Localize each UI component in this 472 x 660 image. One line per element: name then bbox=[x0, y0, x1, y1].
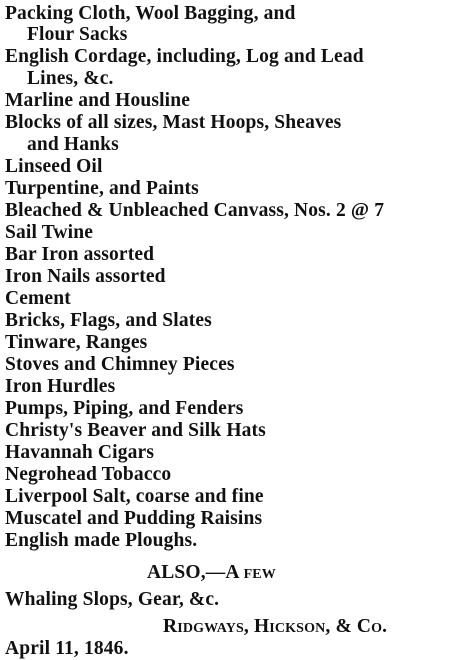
item-line: Bricks, Flags, and Slates bbox=[5, 310, 212, 331]
item-line: Marline and Housline bbox=[5, 90, 191, 111]
item-line: Muscatel and Pudding Raisins bbox=[5, 508, 263, 529]
item-line: Iron Hurdles bbox=[5, 376, 116, 397]
signature: Ridgways, Hickson, & Co. bbox=[163, 616, 388, 637]
item-line-continued: Flour Sacks bbox=[27, 24, 128, 45]
item-line: Havannah Cigars bbox=[5, 442, 155, 463]
also-small: few bbox=[243, 562, 276, 583]
item-line: English made Ploughs. bbox=[5, 530, 198, 551]
also-prefix: ALSO,—A bbox=[147, 562, 244, 583]
item-line: Sail Twine bbox=[5, 222, 94, 243]
item-line: Christy's Beaver and Silk Hats bbox=[5, 420, 266, 441]
item-line: Cement bbox=[5, 288, 71, 309]
item-line: Pumps, Piping, and Fenders bbox=[5, 398, 244, 419]
item-line: Blocks of all sizes, Mast Hoops, Sheaves bbox=[5, 112, 342, 133]
item-line: Stoves and Chimney Pieces bbox=[5, 354, 235, 375]
item-line: Liverpool Salt, coarse and fine bbox=[5, 486, 264, 507]
item-line: Iron Nails assorted bbox=[5, 266, 166, 287]
date: April 11, 1846. bbox=[5, 638, 129, 659]
item-line: Bleached & Unbleached Canvass, Nos. 2 @ 7 bbox=[5, 200, 385, 221]
item-line: Packing Cloth, Wool Bagging, and bbox=[5, 3, 296, 24]
item-line: Tinware, Ranges bbox=[5, 332, 148, 353]
also-item: Whaling Slops, Gear, &c. bbox=[5, 589, 220, 610]
item-line-continued: and Hanks bbox=[27, 134, 119, 155]
item-line: Turpentine, and Paints bbox=[5, 178, 199, 199]
also-heading bbox=[147, 562, 276, 583]
item-line: English Cordage, including, Log and Lead bbox=[5, 46, 364, 67]
item-line-continued: Lines, &c. bbox=[27, 68, 114, 89]
item-line: Linseed Oil bbox=[5, 156, 103, 177]
item-line: Bar Iron assorted bbox=[5, 244, 155, 265]
item-line: Negrohead Tobacco bbox=[5, 464, 172, 485]
